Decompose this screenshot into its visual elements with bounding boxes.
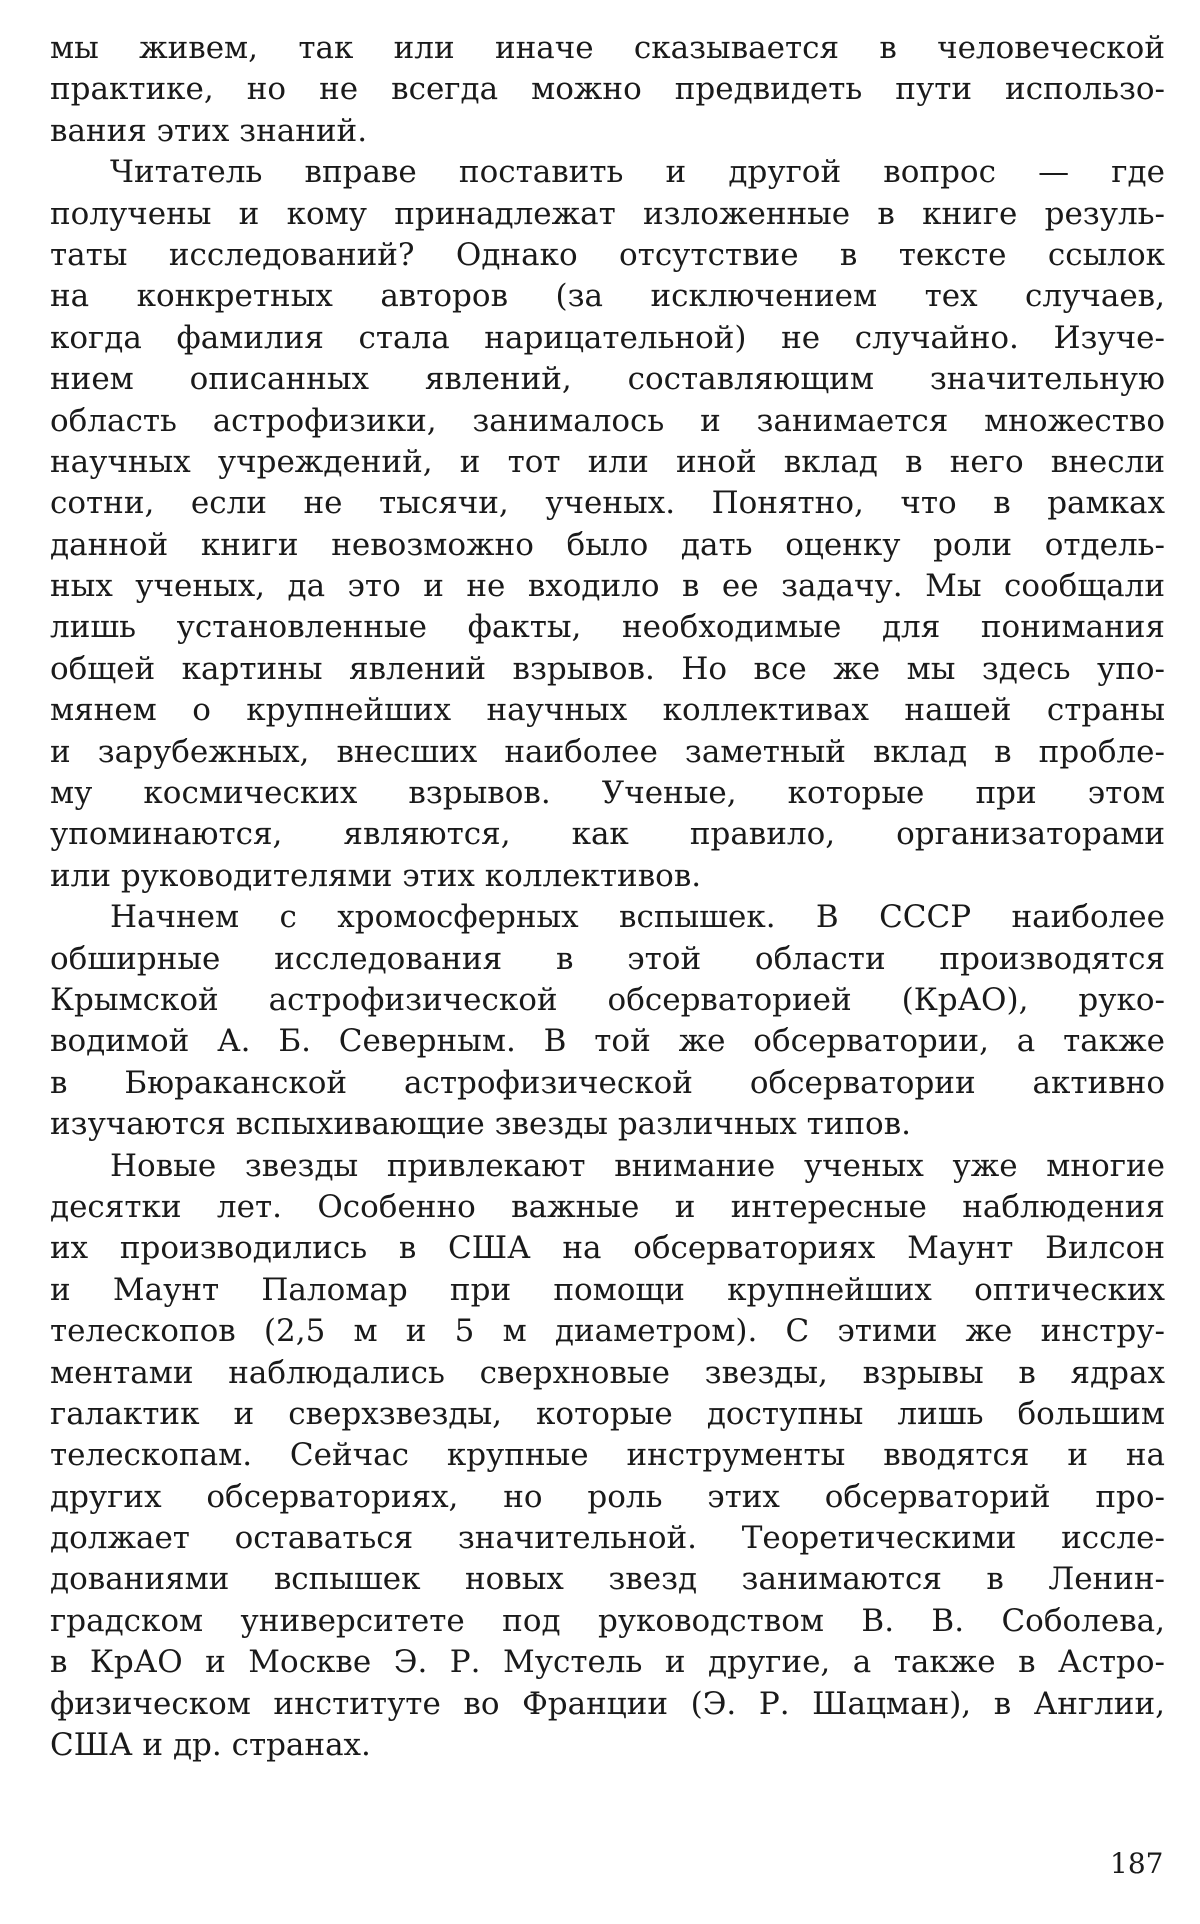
text-line: Новые звезды привлекают внимание ученых уже многие: [110, 1147, 1165, 1184]
text-line: когда фамилия стала нарицательной) не случайно. Изуче-: [50, 319, 1165, 356]
text-line: научных учреждений, и тот или иной вклад в него внесли: [50, 443, 1165, 480]
text-line: телескопов (2,5 м и 5 м диаметром). С этими же инстру-: [50, 1313, 1165, 1350]
text-line: водимой А. Б. Северным. В той же обсерватории, а также: [50, 1023, 1165, 1060]
text-line: вания этих знаний.: [50, 112, 368, 149]
text-line: лишь установленные факты, необходимые для понимания: [50, 609, 1165, 646]
text-line: телескопам. Сейчас крупные инструменты вводятся и на: [50, 1437, 1165, 1474]
text-line: десятки лет. Особенно важные и интересные наблюдения: [50, 1188, 1165, 1225]
text-line: Начнем с хромосферных вспышек. В СССР наиболее: [110, 899, 1165, 936]
text-line: таты исследований? Однако отсутствие в тексте ссылок: [50, 236, 1165, 273]
text-line: мянем о крупнейших научных коллективах нашей страны: [50, 692, 1165, 729]
paragraph-4: [50, 1146, 1165, 1767]
text-line: и зарубежных, внесших наиболее заметный вклад в пробле-: [50, 733, 1165, 770]
text-line: Крымской астрофизической обсерваторией (КрАО), руко-: [50, 981, 1165, 1018]
text-line: получены и кому принадлежат изложенные в книге резуль-: [50, 195, 1165, 232]
text-line: США и др. странах.: [50, 1727, 371, 1764]
paragraph-3: [50, 897, 1165, 1145]
text-line: физическом институте во Франции (Э. Р. Шацман), в Англии,: [50, 1685, 1165, 1722]
text-line: мы живем, так или иначе сказывается в человеческой: [50, 30, 1165, 66]
text-line: нием описанных явлений, составляющим значительную: [50, 361, 1165, 398]
page-number: 187: [1110, 1847, 1164, 1880]
text-line: или руководителями этих коллективов.: [50, 857, 702, 894]
text-line: упоминаются, являются, как правило, организаторами: [50, 816, 1165, 853]
text-line: дованиями вспышек новых звезд занимаются в Ленин-: [50, 1561, 1165, 1598]
text-line: данной книги невозможно было дать оценку роли отдель-: [50, 526, 1165, 563]
text-line: практике, но не всегда можно предвидеть пути использо-: [50, 71, 1165, 108]
page-body: [50, 28, 1165, 1766]
paragraph-1: [50, 28, 1165, 152]
text-line: область астрофизики, занималось и занимается множество: [50, 402, 1165, 439]
paragraph-2: [50, 152, 1165, 897]
text-line: должает оставаться значительной. Теоретическими иссле-: [50, 1520, 1165, 1557]
text-line: обширные исследования в этой области производятся: [50, 940, 1165, 977]
text-line: и Маунт Паломар при помощи крупнейших оптических: [50, 1271, 1165, 1308]
text-line: му космических взрывов. Ученые, которые при этом: [50, 775, 1165, 812]
text-line: общей картины явлений взрывов. Но все же мы здесь упо-: [50, 650, 1165, 687]
text-line: галактик и сверхзвезды, которые доступны лишь большим: [50, 1395, 1165, 1432]
text-line: в Бюраканской астрофизической обсерватории активно: [50, 1064, 1165, 1101]
text-line: в КрАО и Москве Э. Р. Мустель и другие, а также в Астро-: [50, 1644, 1165, 1681]
text-line: других обсерваториях, но роль этих обсерваторий про-: [50, 1478, 1165, 1515]
text-line: их производились в США на обсерваториях Маунт Вилсон: [50, 1230, 1165, 1267]
text-line: ных ученых, да это и не входило в ее задачу. Мы сообщали: [50, 568, 1165, 605]
text-line: Читатель вправе поставить и другой вопрос — где: [110, 154, 1165, 191]
text-line: ментами наблюдались сверхновые звезды, взрывы в ядрах: [50, 1354, 1165, 1391]
text-line: на конкретных авторов (за исключением тех случаев,: [50, 278, 1165, 315]
text-line: градском университете под руководством В. В. Соболева,: [50, 1602, 1165, 1639]
text-line: сотни, если не тысячи, ученых. Понятно, что в рамках: [50, 485, 1165, 522]
text-line: изучаются вспыхивающие звезды различных типов.: [50, 1106, 912, 1143]
